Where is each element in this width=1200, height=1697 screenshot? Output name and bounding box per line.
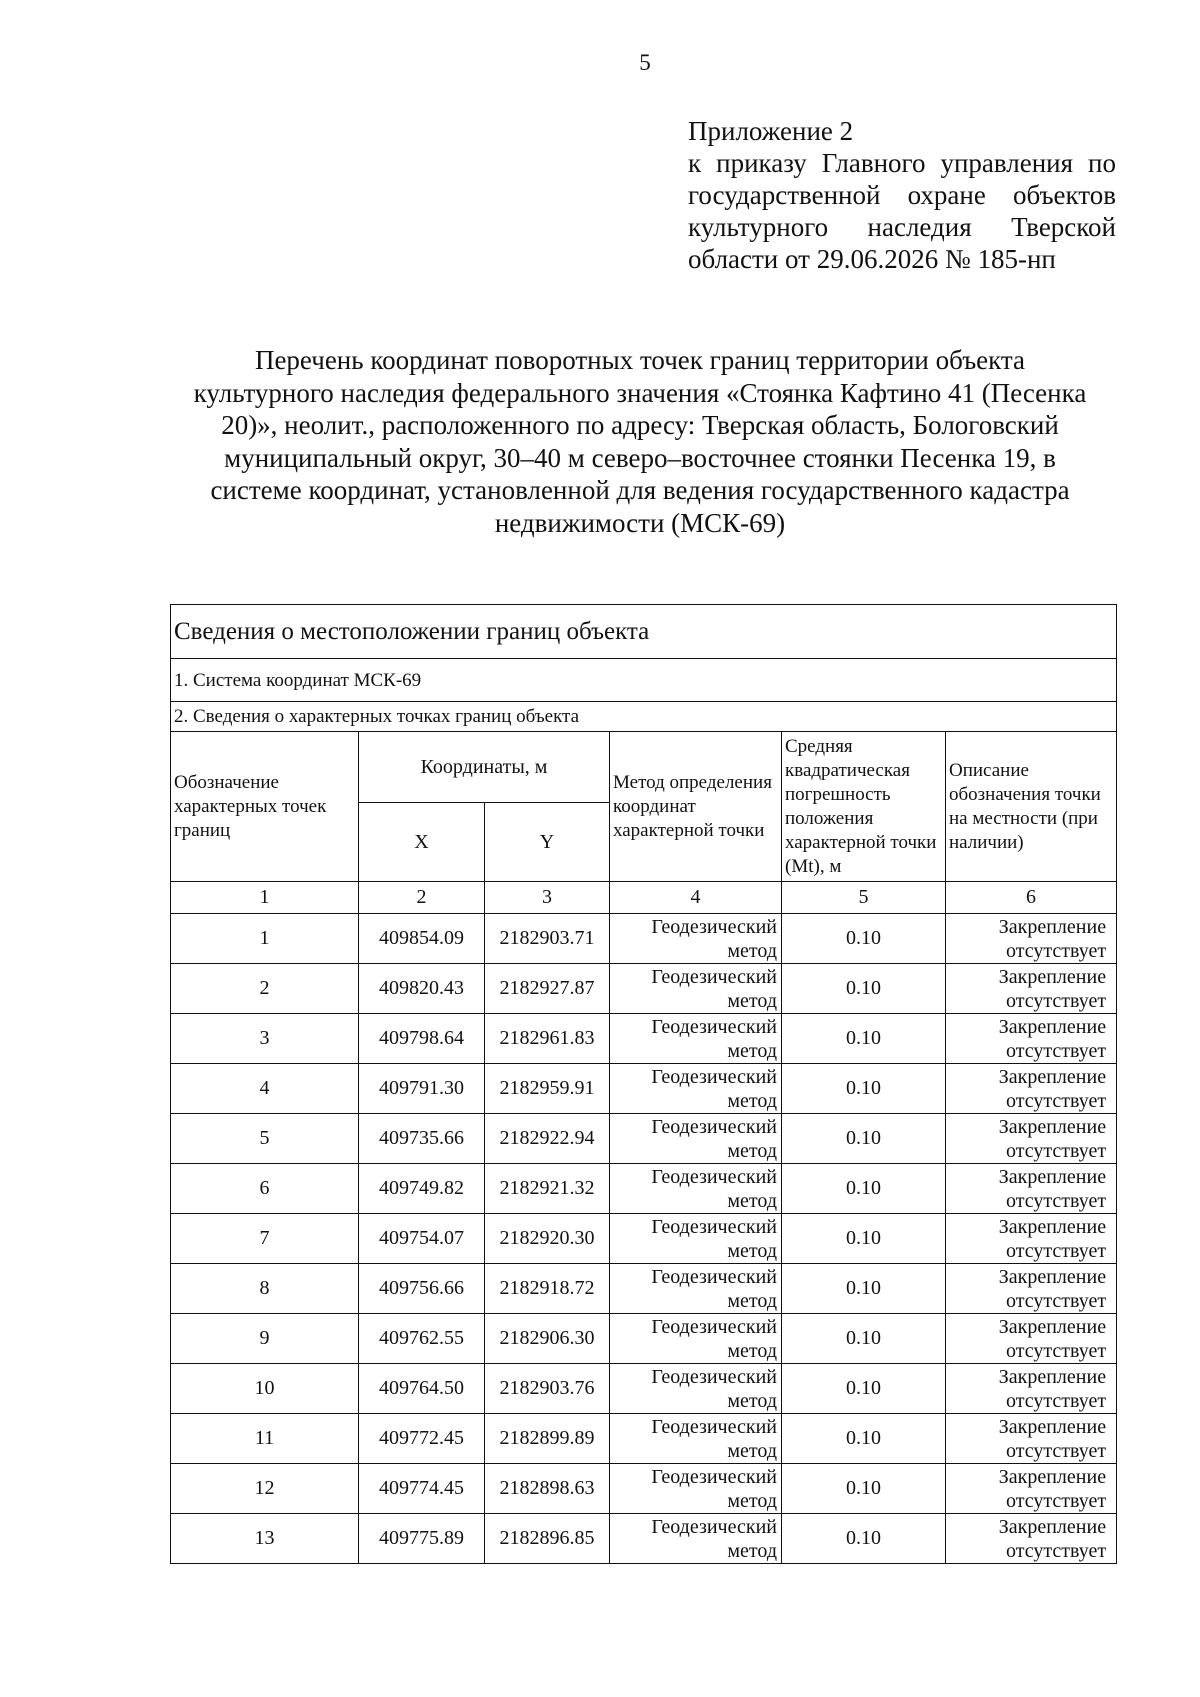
method-cell: Геодезический метод (610, 914, 782, 964)
error-cell: 0.10 (782, 1064, 946, 1114)
method-cell: Геодезический метод (610, 1014, 782, 1064)
header-description: Описание обозначения точки на местности (при наличии) (946, 732, 1117, 882)
appendix-reference (688, 115, 1116, 275)
points-info-label: 2. Сведения о характерных точках границ объекта (171, 702, 1117, 732)
error-cell: 0.10 (782, 1114, 946, 1164)
x-coordinate-cell: 409791.30 (359, 1064, 485, 1114)
y-coordinate-cell: 2182927.87 (485, 964, 610, 1014)
column-number: 6 (946, 882, 1117, 914)
table-row (171, 1414, 1117, 1464)
method-cell: Геодезический метод (610, 1214, 782, 1264)
table-row (171, 1314, 1117, 1364)
table-row (171, 1364, 1117, 1414)
table-row (171, 1264, 1117, 1314)
error-cell: 0.10 (782, 1214, 946, 1264)
title-line: 20)», неолит., расположенного по адресу: Тверская область, Бологовский (221, 410, 1059, 440)
x-coordinate-cell: 409775.89 (359, 1514, 485, 1564)
description-cell: Закрепление отсутствует (946, 1114, 1117, 1164)
table-row (171, 1214, 1117, 1264)
title-line: культурного наследия федерального значения «Стоянка Кафтино 41 (Песенка (193, 377, 1087, 408)
appendix-line: культурного наследия Тверской (688, 212, 1116, 242)
y-coordinate-cell: 2182922.94 (485, 1114, 610, 1164)
x-coordinate-cell: 409798.64 (359, 1014, 485, 1064)
table-row (171, 1164, 1117, 1214)
error-cell: 0.10 (782, 1014, 946, 1064)
x-coordinate-cell: 409754.07 (359, 1214, 485, 1264)
description-cell: Закрепление отсутствует (946, 1514, 1117, 1564)
title-line: недвижимости (МСК-69) (494, 507, 786, 538)
table-row (171, 964, 1117, 1014)
x-coordinate-cell: 409756.66 (359, 1264, 485, 1314)
table-row (171, 1114, 1117, 1164)
x-coordinate-cell: 409774.45 (359, 1464, 485, 1514)
description-cell: Закрепление отсутствует (946, 914, 1117, 964)
table-row (171, 1014, 1117, 1064)
point-number-cell: 7 (171, 1214, 359, 1264)
error-cell: 0.10 (782, 1364, 946, 1414)
y-coordinate-cell: 2182920.30 (485, 1214, 610, 1264)
column-number-row (171, 882, 1117, 914)
description-cell: Закрепление отсутствует (946, 964, 1117, 1014)
x-coordinate-cell: 409772.45 (359, 1414, 485, 1464)
page-number: 5 (639, 50, 651, 75)
method-cell: Геодезический метод (610, 1264, 782, 1314)
x-coordinate-cell: 409820.43 (359, 964, 485, 1014)
table-row (171, 914, 1117, 964)
column-number: 4 (610, 882, 782, 914)
description-cell: Закрепление отсутствует (946, 1264, 1117, 1314)
y-coordinate-cell: 2182921.32 (485, 1164, 610, 1214)
coord-system-row (171, 659, 1117, 702)
header-x: X (359, 803, 485, 882)
point-number-cell: 13 (171, 1514, 359, 1564)
appendix-line: к приказу Главного управления по (688, 148, 1116, 178)
y-coordinate-cell: 2182903.76 (485, 1364, 610, 1414)
title-line: системе координат, установленной для ведения государственного кадастра (210, 475, 1070, 505)
description-cell: Закрепление отсутствует (946, 1314, 1117, 1364)
table-row (171, 1464, 1117, 1514)
point-number-cell: 1 (171, 914, 359, 964)
description-cell: Закрепление отсутствует (946, 1014, 1117, 1064)
column-number: 2 (359, 882, 485, 914)
header-coordinates: Координаты, м (359, 732, 610, 803)
x-coordinate-cell: 409762.55 (359, 1314, 485, 1364)
description-cell: Закрепление отсутствует (946, 1414, 1117, 1464)
column-number: 5 (782, 882, 946, 914)
error-cell: 0.10 (782, 1464, 946, 1514)
error-cell: 0.10 (782, 1164, 946, 1214)
x-coordinate-cell: 409854.09 (359, 914, 485, 964)
description-cell: Закрепление отсутствует (946, 1464, 1117, 1514)
point-number-cell: 11 (171, 1414, 359, 1464)
table-section-title: Сведения о местоположении границ объекта (171, 605, 1117, 659)
method-cell: Геодезический метод (610, 1314, 782, 1364)
point-number-cell: 6 (171, 1164, 359, 1214)
error-cell: 0.10 (782, 1514, 946, 1564)
y-coordinate-cell: 2182959.91 (485, 1064, 610, 1114)
table-row (171, 1064, 1117, 1114)
y-coordinate-cell: 2182903.71 (485, 914, 610, 964)
point-number-cell: 4 (171, 1064, 359, 1114)
header-error: Средняя квадратическая погрешность положения характерной точки (Mt), м (782, 732, 946, 882)
column-number: 3 (485, 882, 610, 914)
y-coordinate-cell: 2182898.63 (485, 1464, 610, 1514)
y-coordinate-cell: 2182961.83 (485, 1014, 610, 1064)
point-number-cell: 3 (171, 1014, 359, 1064)
method-cell: Геодезический метод (610, 1164, 782, 1214)
method-cell: Геодезический метод (610, 1114, 782, 1164)
error-cell: 0.10 (782, 914, 946, 964)
document-title (160, 344, 1120, 539)
appendix-line: государственной охране объектов (688, 180, 1116, 210)
x-coordinate-cell: 409749.82 (359, 1164, 485, 1214)
y-coordinate-cell: 2182896.85 (485, 1514, 610, 1564)
y-coordinate-cell: 2182918.72 (485, 1264, 610, 1314)
description-cell: Закрепление отсутствует (946, 1364, 1117, 1414)
title-line: муниципальный округ, 30–40 м северо–восточнее стоянки Песенка 19, в (224, 442, 1056, 473)
header-row-top (171, 732, 1117, 803)
header-y: Y (485, 803, 610, 882)
column-number: 1 (171, 882, 359, 914)
y-coordinate-cell: 2182899.89 (485, 1414, 610, 1464)
point-number-cell: 5 (171, 1114, 359, 1164)
x-coordinate-cell: 409735.66 (359, 1114, 485, 1164)
points-info-row (171, 702, 1117, 732)
error-cell: 0.10 (782, 1314, 946, 1364)
description-cell: Закрепление отсутствует (946, 1064, 1117, 1114)
point-number-cell: 2 (171, 964, 359, 1014)
table-section-title-row (171, 605, 1117, 659)
title-line: Перечень координат поворотных точек границ территории объекта (254, 345, 1026, 375)
description-cell: Закрепление отсутствует (946, 1164, 1117, 1214)
coordinates-table (170, 604, 1117, 1564)
x-coordinate-cell: 409764.50 (359, 1364, 485, 1414)
coord-system-label: 1. Система координат МСК-69 (171, 659, 1117, 702)
header-designation: Обозначение характерных точек границ (171, 732, 359, 882)
error-cell: 0.10 (782, 1414, 946, 1464)
header-method: Метод определения координат характерной точки (610, 732, 782, 882)
error-cell: 0.10 (782, 964, 946, 1014)
method-cell: Геодезический метод (610, 1414, 782, 1464)
table-row (171, 1514, 1117, 1564)
method-cell: Геодезический метод (610, 964, 782, 1014)
error-cell: 0.10 (782, 1264, 946, 1314)
description-cell: Закрепление отсутствует (946, 1214, 1117, 1264)
appendix-line: области от 29.06.2026 № 185-нп (688, 244, 1056, 274)
method-cell: Геодезический метод (610, 1364, 782, 1414)
point-number-cell: 9 (171, 1314, 359, 1364)
method-cell: Геодезический метод (610, 1464, 782, 1514)
method-cell: Геодезический метод (610, 1514, 782, 1564)
point-number-cell: 8 (171, 1264, 359, 1314)
point-number-cell: 12 (171, 1464, 359, 1514)
y-coordinate-cell: 2182906.30 (485, 1314, 610, 1364)
appendix-line: Приложение 2 (688, 116, 854, 146)
method-cell: Геодезический метод (610, 1064, 782, 1114)
point-number-cell: 10 (171, 1364, 359, 1414)
